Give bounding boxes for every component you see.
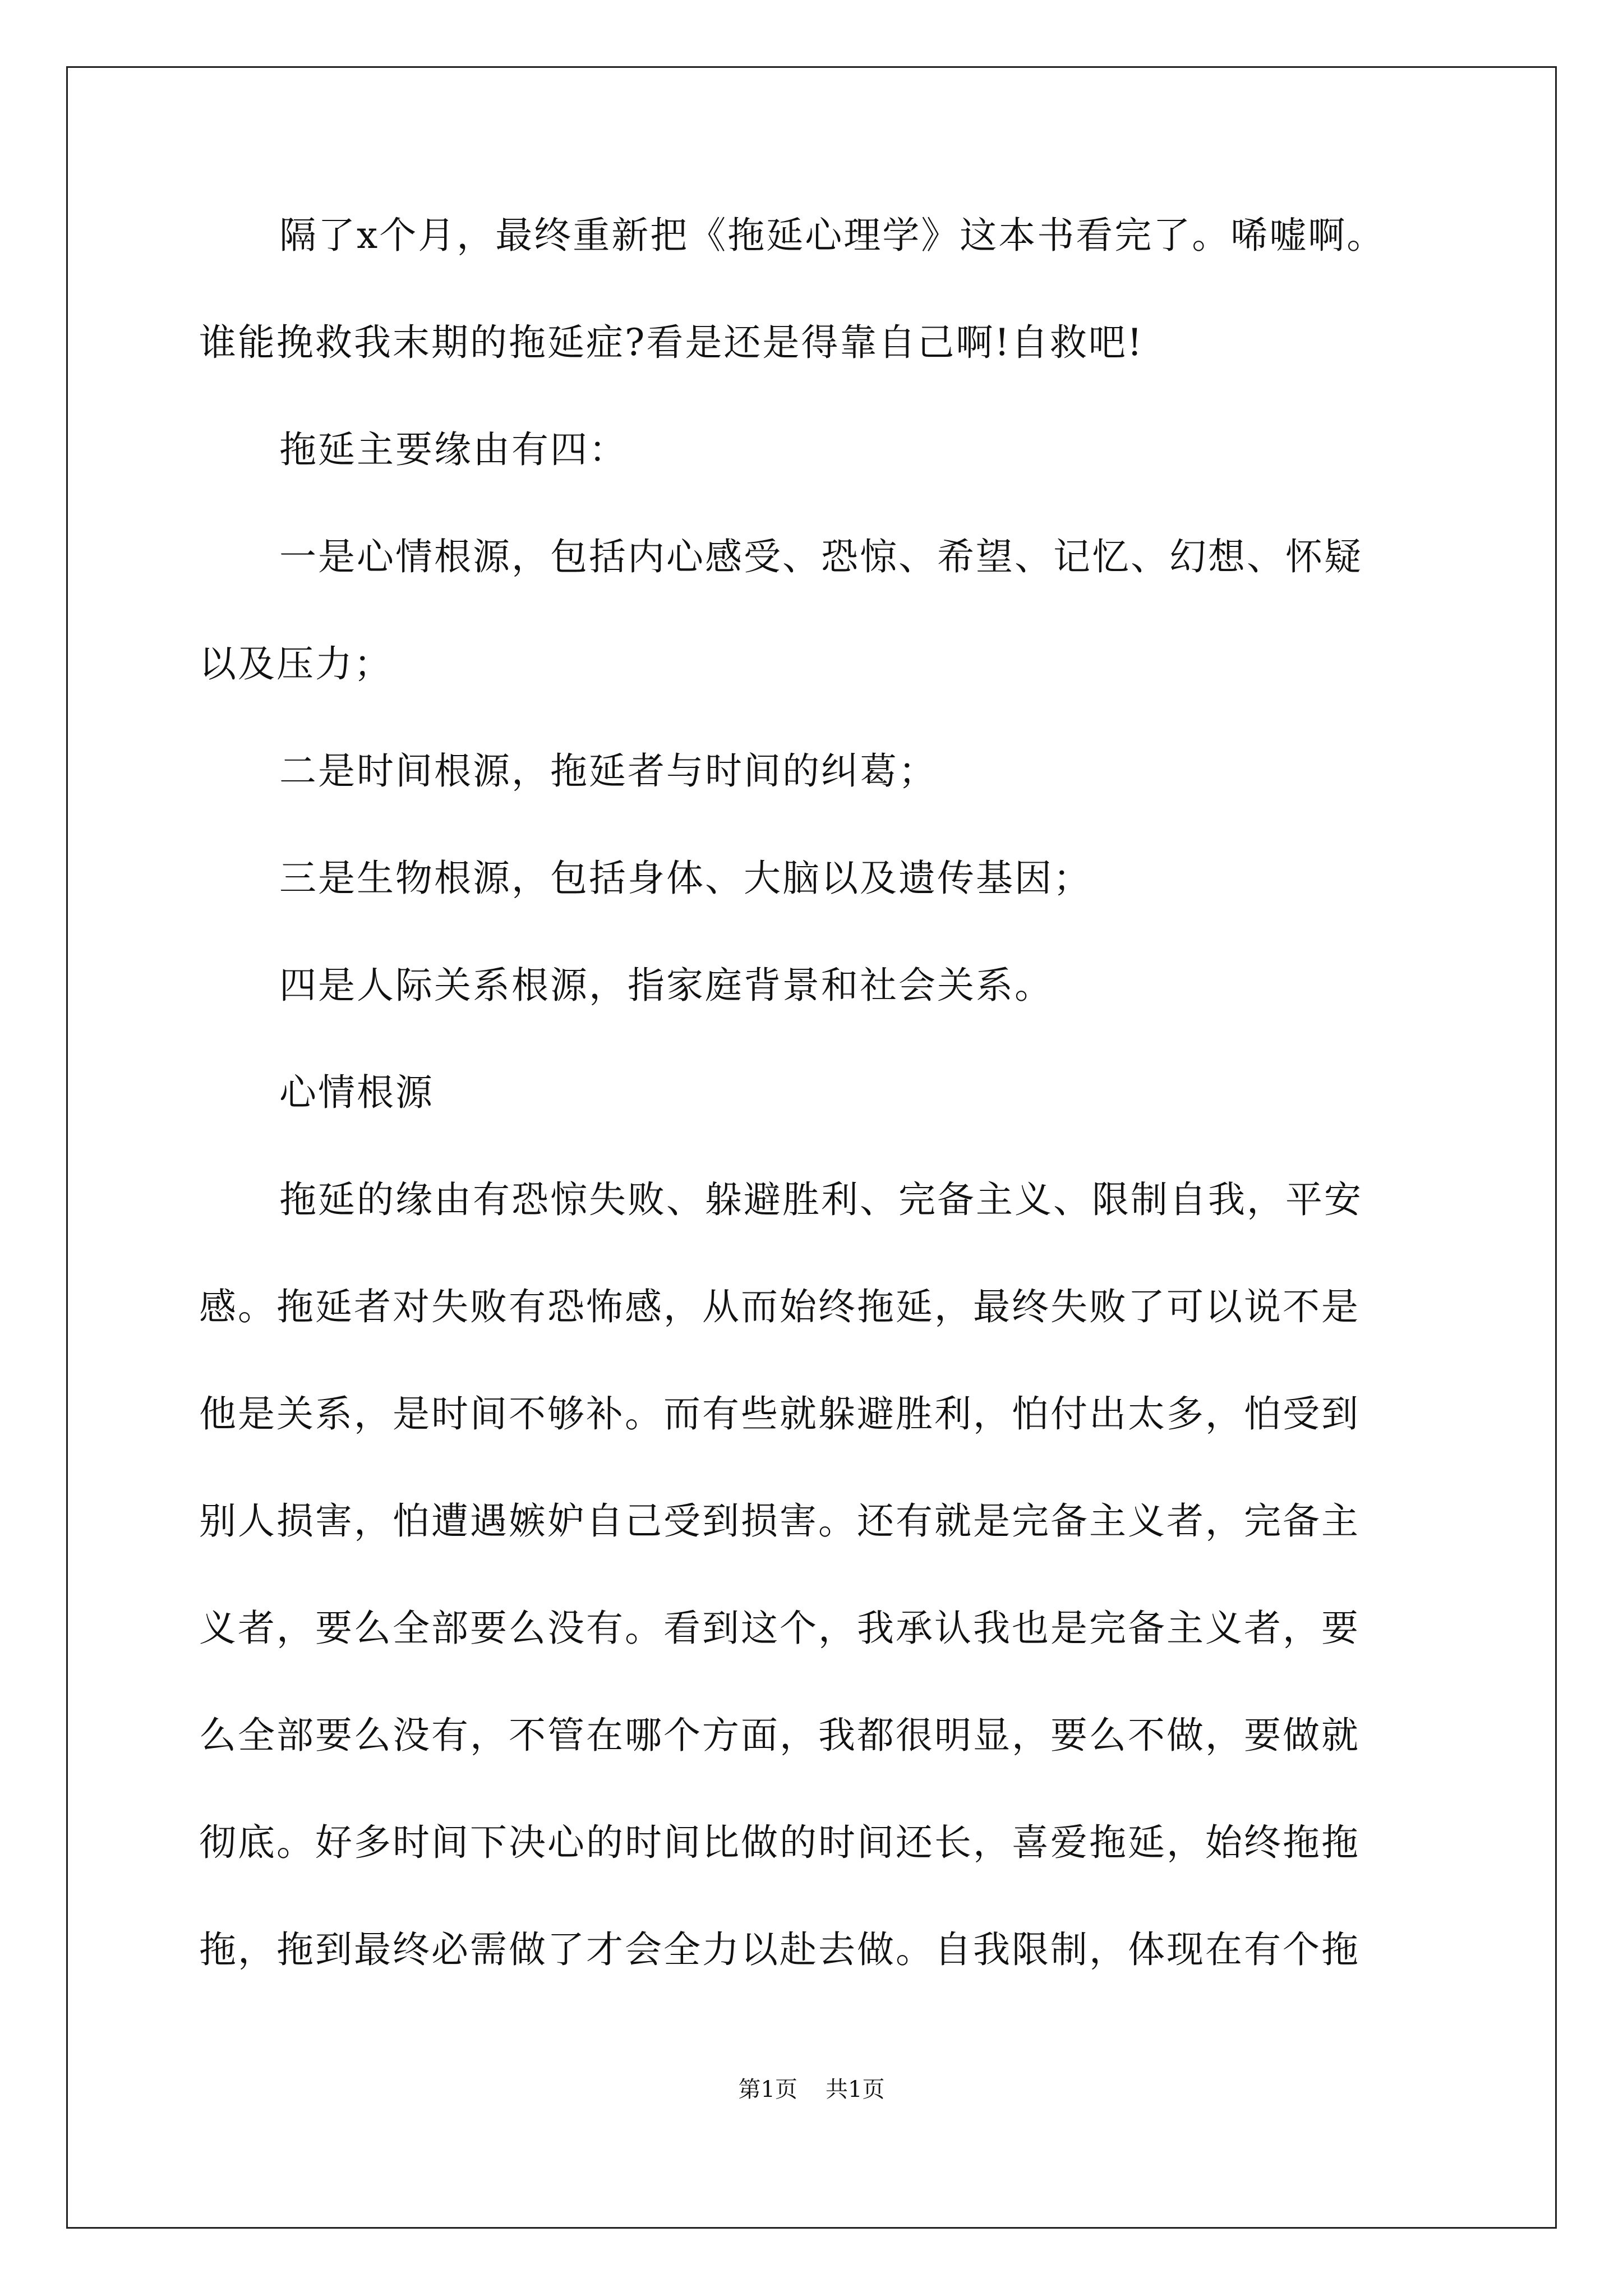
paragraph-line: 感。拖延者对失败有恐怖感，从而始终拖延，最终失败了可以说不是 bbox=[199, 1285, 1360, 1328]
paragraph-line: 他是关系，是时间不够补。而有些就躲避胜利，怕付出太多，怕受到 bbox=[199, 1392, 1360, 1435]
paragraph-line: 隔了x个月，最终重新把《拖延心理学》这本书看完了。唏嘘啊。 bbox=[279, 214, 1386, 257]
page-footer bbox=[0, 2076, 1623, 2104]
page-number: 第1页 bbox=[738, 2077, 797, 2102]
paragraph-line: 拖，拖到最终必需做了才会全力以赴去做。自我限制，体现在有个拖 bbox=[199, 1928, 1360, 1971]
paragraph-line: 二是时间根源，拖延者与时间的纠葛； bbox=[279, 749, 937, 793]
paragraph-line: 以及压力； bbox=[199, 642, 393, 685]
paragraph-line: 拖延主要缘由有四： bbox=[279, 428, 628, 471]
paragraph-line: 一是心情根源，包括内心感受、恐惊、希望、记忆、幻想、怀疑 bbox=[279, 535, 1363, 578]
paragraph-line: 么全部要么没有，不管在哪个方面，我都很明显，要么不做，要做就 bbox=[199, 1714, 1360, 1757]
paragraph-line: 拖延的缘由有恐惊失败、躲避胜利、完备主义、限制自我，平安 bbox=[279, 1178, 1363, 1221]
page-border bbox=[66, 66, 1557, 2229]
paragraph-line: 四是人际关系根源，指家庭背景和社会关系。 bbox=[279, 964, 1053, 1007]
paragraph-line: 彻底。好多时间下决心的时间比做的时间还长，喜爱拖延，始终拖拖 bbox=[199, 1821, 1360, 1864]
paragraph-line: 别人损害，怕遭遇嫉妒自己受到损害。还有就是完备主义者，完备主 bbox=[199, 1499, 1360, 1543]
section-heading: 心情根源 bbox=[279, 1071, 434, 1114]
paragraph-line: 谁能挽救我末期的拖延症?看是还是得靠自己啊!自救吧! bbox=[199, 321, 1144, 364]
paragraph-line: 义者，要么全部要么没有。看到这个，我承认我也是完备主义者，要 bbox=[199, 1607, 1360, 1650]
page-total: 共1页 bbox=[826, 2077, 885, 2102]
paragraph-line: 三是生物根源，包括身体、大脑以及遗传基因； bbox=[279, 857, 1092, 900]
